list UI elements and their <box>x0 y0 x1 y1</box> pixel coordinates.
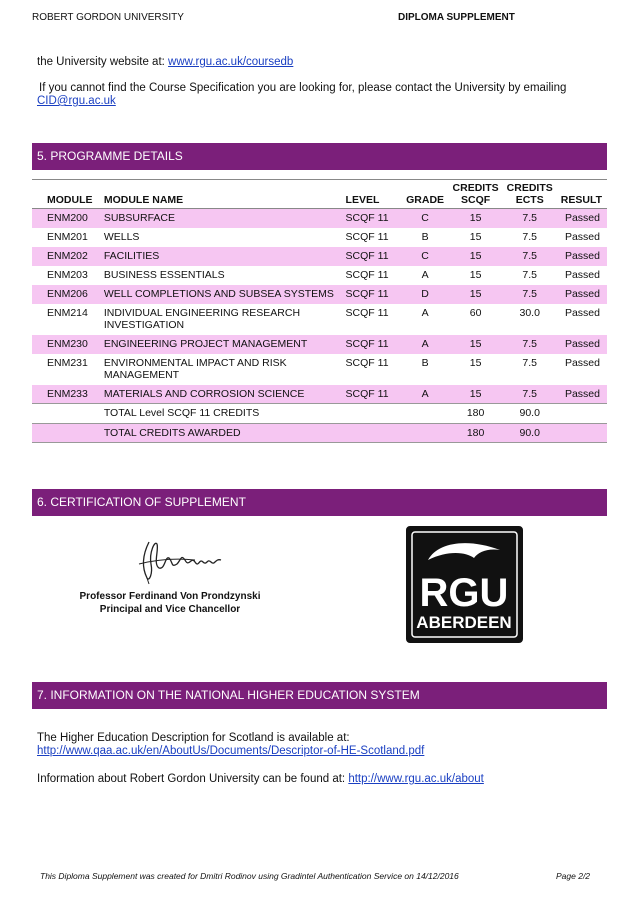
cell-credits-ects: 30.0 <box>519 306 540 319</box>
cell-credits-scqf: 60 <box>469 306 482 319</box>
total-label: TOTAL CREDITS AWARDED <box>100 423 449 443</box>
col-credits-scqf-line1: CREDITS <box>452 182 499 194</box>
signatory-name: Professor Ferdinand Von Prondzynski <box>79 591 261 602</box>
cell-result: Passed <box>564 268 600 281</box>
intro-email-line <box>37 93 116 109</box>
cell-credits-ects: 7.5 <box>503 335 557 354</box>
table-row <box>32 209 607 228</box>
cell-grade: A <box>421 268 429 281</box>
total-empty-cell <box>32 404 100 424</box>
total-row <box>32 423 607 443</box>
cell-level: SCQF 11 <box>340 285 402 304</box>
table-row <box>32 354 607 385</box>
cell-credits-scqf: 15 <box>469 356 482 369</box>
cell-grade: D <box>402 285 449 304</box>
cell-credits-ects: 7.5 <box>522 230 537 243</box>
signatory-block <box>60 590 280 616</box>
cell-credits-scqf: 15 <box>449 335 503 354</box>
cell-credits-ects: 7.5 <box>503 385 557 404</box>
cell-module-name: INDIVIDUAL ENGINEERING RESEARCH INVESTIGATION <box>103 306 301 331</box>
qaa-descriptor-link[interactable]: http://www.qaa.ac.uk/en/AboutUs/Documents/Descriptor-of-HE-Scotland.pdf <box>37 745 425 757</box>
cell-grade: A <box>402 385 449 404</box>
table-header-row <box>32 180 607 209</box>
rgu-about-line <box>37 771 484 787</box>
col-credits-scqf-line2: SCQF <box>461 194 491 206</box>
intro-contact-text: If you cannot find the Course Specification you are looking for, please contact the University by emailing <box>39 82 567 94</box>
total-scqf: 180 <box>449 423 503 443</box>
rgu-about-link[interactable]: http://www.rgu.ac.uk/about <box>348 773 484 785</box>
hed-link-line <box>37 743 424 759</box>
cell-grade: A <box>402 335 449 354</box>
coursedb-link[interactable]: www.rgu.ac.uk/coursedb <box>168 56 294 68</box>
table-row <box>32 285 607 304</box>
col-credits-ects <box>503 180 557 209</box>
cell-credits-ects: 7.5 <box>503 247 557 266</box>
cell-credits-scqf: 15 <box>449 209 503 228</box>
cell-credits-scqf: 15 <box>469 230 482 243</box>
section-5-header: 5. PROGRAMME DETAILS <box>32 143 607 170</box>
cell-module-name: ENGINEERING PROJECT MANAGEMENT <box>100 335 340 354</box>
cell-credits-ects: 7.5 <box>503 209 557 228</box>
cell-result: Passed <box>564 230 600 243</box>
cell-result: Passed <box>557 209 607 228</box>
cell-module: ENM202 <box>32 247 100 266</box>
section-6-header: 6. CERTIFICATION OF SUPPLEMENT <box>32 489 607 516</box>
cell-module-name: WELL COMPLETIONS AND SUBSEA SYSTEMS <box>100 285 340 304</box>
total-ects: 90.0 <box>503 404 557 424</box>
cell-credits-scqf: 15 <box>469 268 482 281</box>
cell-result: Passed <box>557 247 607 266</box>
cell-module-name: SUBSURFACE <box>100 209 340 228</box>
cell-grade: C <box>402 209 449 228</box>
cell-level: SCQF 11 <box>345 230 389 243</box>
col-level: LEVEL <box>340 180 402 209</box>
cell-credits-scqf: 15 <box>449 247 503 266</box>
total-empty-cell <box>32 423 100 443</box>
cell-module-name: MATERIALS AND CORROSION SCIENCE <box>100 385 340 404</box>
col-module-name: MODULE NAME <box>100 180 340 209</box>
cell-credits-ects: 7.5 <box>522 268 537 281</box>
rgu-logo-graphic <box>408 528 521 641</box>
cell-result: Passed <box>564 356 600 369</box>
email-link[interactable]: CID@rgu.ac.uk <box>37 95 116 107</box>
total-scqf: 180 <box>449 404 503 424</box>
cell-module: ENM214 <box>47 306 88 319</box>
table-row <box>32 304 607 335</box>
cell-credits-scqf: 15 <box>449 285 503 304</box>
col-grade: GRADE <box>402 180 449 209</box>
table-row <box>32 266 607 285</box>
cell-credits-ects: 7.5 <box>522 356 537 369</box>
cell-grade: A <box>421 306 429 319</box>
programme-table <box>32 179 607 443</box>
logo-rgu-text: RGU <box>419 571 509 615</box>
cell-module: ENM201 <box>47 230 88 243</box>
cell-result: Passed <box>557 385 607 404</box>
cell-grade: B <box>421 356 429 369</box>
col-credits-ects-line2: ECTS <box>515 194 544 206</box>
total-label: TOTAL Level SCQF 11 CREDITS <box>100 404 449 424</box>
cell-credits-ects: 7.5 <box>503 285 557 304</box>
cell-level: SCQF 11 <box>340 247 402 266</box>
cell-module: ENM200 <box>32 209 100 228</box>
cell-module-name: WELLS <box>103 230 140 243</box>
cell-level: SCQF 11 <box>345 356 389 369</box>
cell-level: SCQF 11 <box>340 385 402 404</box>
cell-level: SCQF 11 <box>345 306 389 319</box>
cell-module-name: ENVIRONMENTAL IMPACT AND RISK MANAGEMENT <box>103 356 287 381</box>
cell-module: ENM206 <box>32 285 100 304</box>
footer-note: This Diploma Supplement was created for Dmitri Rodinov using Gradintel Authentication Service on 14/12/2016 <box>40 871 459 881</box>
cell-result: Passed <box>557 335 607 354</box>
cell-level: SCQF 11 <box>340 209 402 228</box>
rgu-logo <box>406 526 523 643</box>
signatory-role: Principal and Vice Chancellor <box>99 604 241 615</box>
cell-module: ENM203 <box>47 268 88 281</box>
cell-module-name: BUSINESS ESSENTIALS <box>103 268 225 281</box>
cell-grade: C <box>402 247 449 266</box>
cell-module-name: FACILITIES <box>100 247 340 266</box>
col-credits-ects-line1: CREDITS <box>506 182 553 194</box>
cell-credits-scqf: 15 <box>449 385 503 404</box>
signature-image <box>135 534 225 586</box>
cell-result: Passed <box>564 306 600 319</box>
hed-description-text: The Higher Education Description for Scotland is available at: <box>37 732 350 744</box>
header-university: ROBERT GORDON UNIVERSITY <box>32 12 184 23</box>
table-row <box>32 228 607 247</box>
cell-result: Passed <box>557 285 607 304</box>
intro-website-prefix: the University website at: <box>37 56 165 68</box>
cell-level: SCQF 11 <box>340 335 402 354</box>
table-row <box>32 385 607 404</box>
total-empty-result <box>557 404 607 424</box>
total-ects: 90.0 <box>503 423 557 443</box>
table-row <box>32 247 607 266</box>
page-number: Page 2/2 <box>556 871 591 881</box>
col-credits-scqf <box>449 180 503 209</box>
cell-level: SCQF 11 <box>345 268 389 281</box>
cell-grade: B <box>421 230 429 243</box>
cell-module: ENM230 <box>32 335 100 354</box>
cell-module: ENM231 <box>47 356 88 369</box>
total-empty-result <box>557 423 607 443</box>
cell-module: ENM233 <box>32 385 100 404</box>
intro-website-line <box>37 54 293 70</box>
col-result: RESULT <box>557 180 607 209</box>
col-module: MODULE <box>32 180 100 209</box>
logo-aberdeen-text: ABERDEEN <box>416 613 512 632</box>
header-doc-title: DIPLOMA SUPPLEMENT <box>398 12 515 23</box>
rgu-about-prefix: Information about Robert Gordon University can be found at: <box>37 773 349 785</box>
section-7-header: 7. INFORMATION ON THE NATIONAL HIGHER EDUCATION SYSTEM <box>32 682 607 709</box>
total-row <box>32 404 607 424</box>
table-row <box>32 335 607 354</box>
